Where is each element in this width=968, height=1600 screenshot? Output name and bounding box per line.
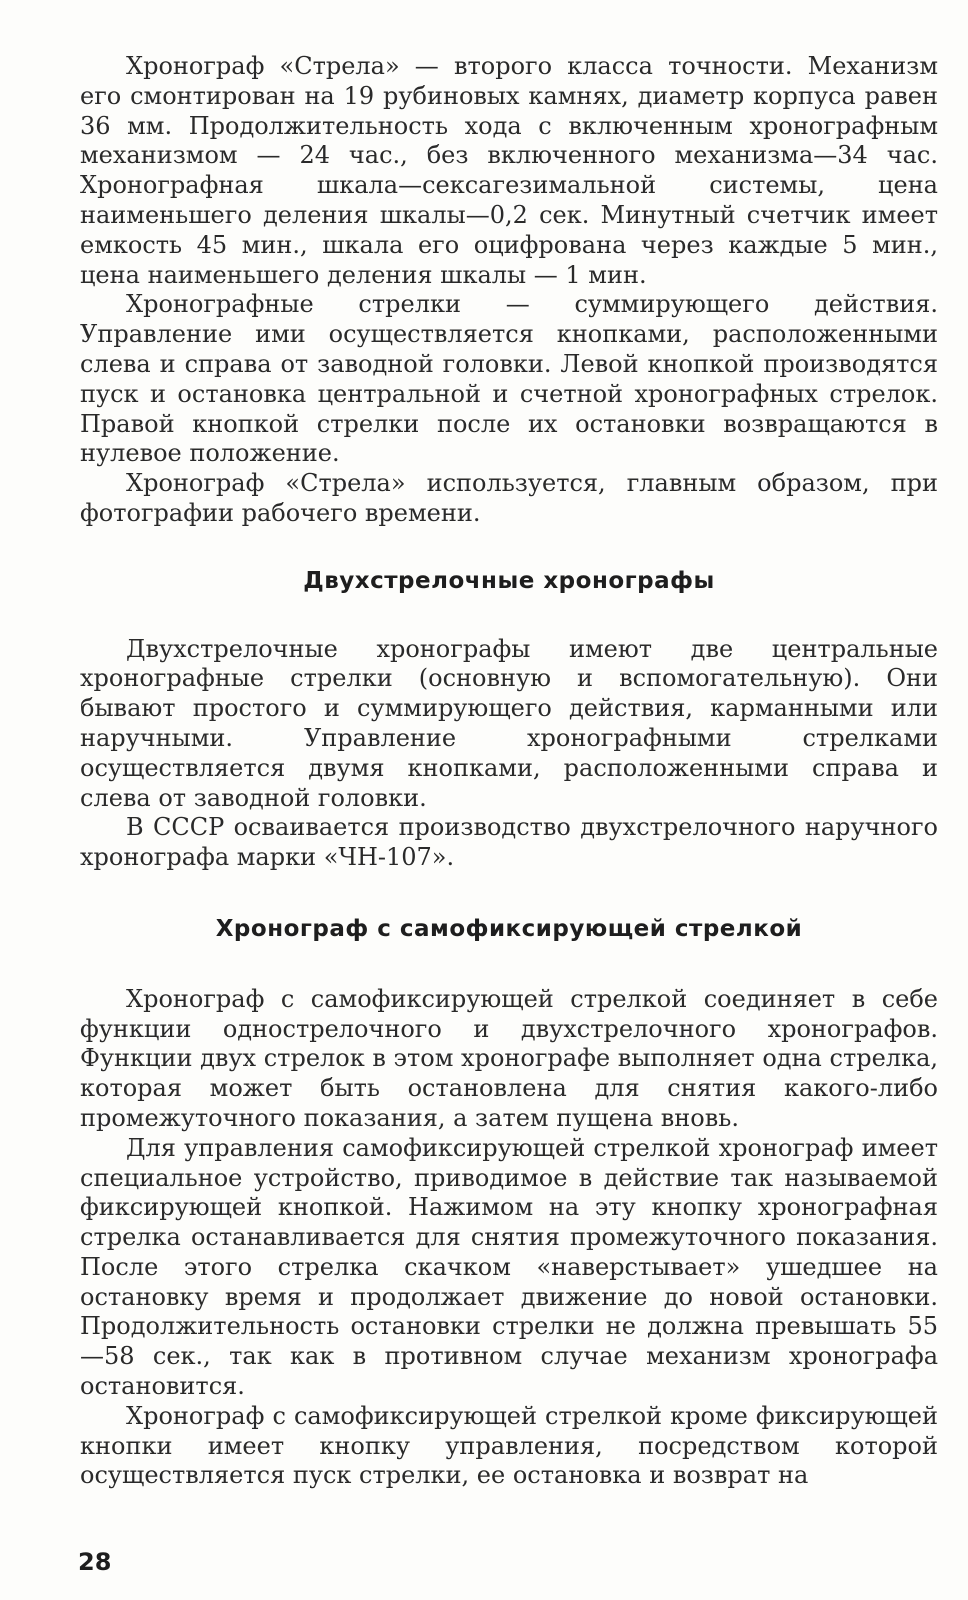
paragraph-self-fixing-control: Хронограф с самофиксирующей стрелкой кроме фиксирующей кнопки имеет кнопку управления, посредством которой осуществляется пуск стрелки, ее остановка и возврат на	[80, 1401, 938, 1490]
paragraph-self-fixing-mechanism: Для управления самофиксирующей стрелкой хронограф имеет специальное устройство, приводимое в действие так называемой фиксирующей кнопкой. Нажимом на эту кнопку хронографная стрелка останавливается для снятия промежуточного показания. После этого стрелка скачком «наверстывает» ушедшее на остановку время и продолжает движение до новой остановки. Продолжительность остановки стрелки не должна превышать 55—58 сек., так как в противном случае механизм хронографа остановится.	[80, 1133, 938, 1401]
paragraph-strela-hands: Хронографные стрелки — суммирующего действия. Управление ими осуществляется кнопками, расположенными слева и справа от заводной головки. Левой кнопкой производятся пуск и остановка центральной и счетной хронографных стрелок. Правой кнопкой стрелки после их остановки возвращаются в нулевое положение.	[80, 290, 938, 468]
paragraph-two-hand-production: В СССР осваивается производство двухстрелочного наручного хронографа марки «ЧН-107».	[80, 813, 938, 872]
heading-self-fixing-chronograph: Хронограф с самофиксирующей стрелкой	[215, 915, 803, 942]
paragraph-two-hand-description: Двухстрелочные хронографы имеют две центральные хронографные стрелки (основную и вспомогательную). Они бывают простого и суммирующего действия, карманными или наручными. Управление хронографными стрелками осуществляется двумя кнопками, расположенными справа и слева от заводной головки.	[80, 634, 938, 812]
paragraph-strela-specs: Хронограф «Стрела» — второго класса точности. Механизм его смонтирован на 19 рубиновых камнях, диаметр корпуса равен 36 мм. Продолжительность хода с включенным хронографным механизмом — 24 час., без включенного механизма—34 час. Хронографная шкала—сексагезимальной системы, цена наименьшего деления шкалы—0,2 сек. Минутный счетчик имеет емкость 45 мин., шкала его оцифрована через каждые 5 мин., цена наименьшего деления шкалы — 1 мин.	[80, 52, 938, 289]
paragraph-self-fixing-description: Хронограф с самофиксирующей стрелкой соединяет в себе функции однострелочного и двухстрелочного хронографов. Функции двух стрелок в этом хронографе выполняет одна стрелка, которая может быть остановлена для снятия какого-либо промежуточного показания, а затем пущена вновь.	[80, 984, 938, 1132]
text-column	[80, 52, 938, 1491]
page-number: 28	[78, 1548, 112, 1576]
heading-two-hand-chronographs: Двухстрелочные хронографы	[303, 567, 715, 594]
paragraph-strela-usage: Хронограф «Стрела» используется, главным образом, при фотографии рабочего времени.	[80, 469, 938, 527]
